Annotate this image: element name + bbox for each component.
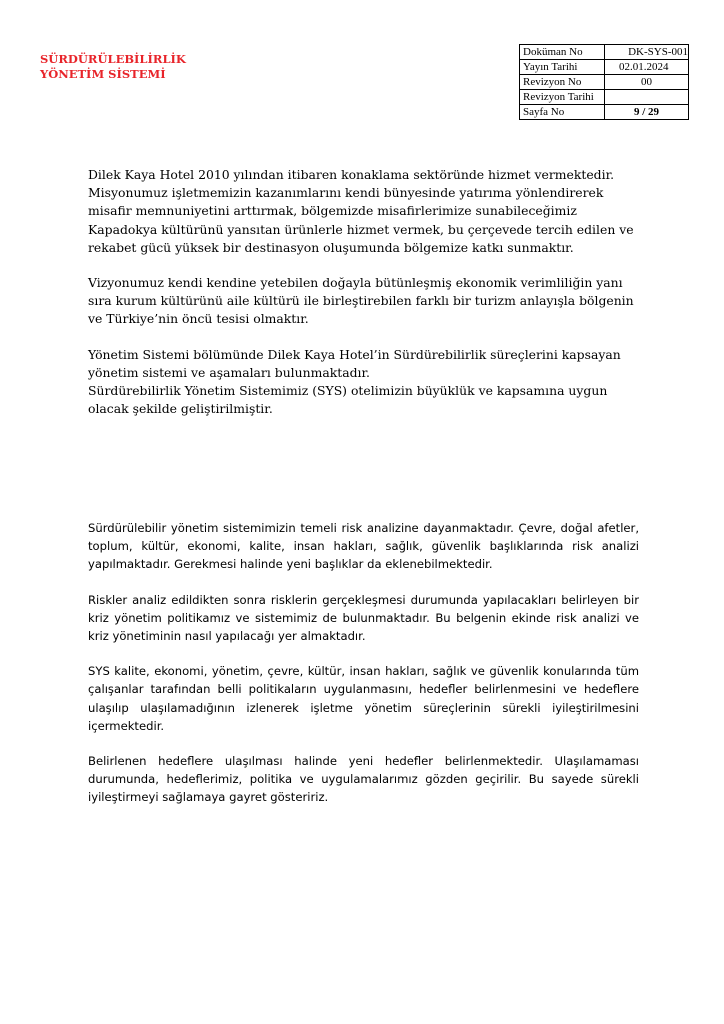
sys-paragraph: Sürdürebilirlik Yönetim Sistemimiz (SYS) otelimizin büyüklük ve kapsamına uygun olacak şekilde geliştirilmiştir. [88, 383, 608, 417]
revision-no-value: 00 [605, 75, 689, 90]
system-title-line1: SÜRDÜRÜLEBİLİRLİK [40, 52, 186, 66]
revision-no-label: Revizyon No [520, 75, 605, 90]
system-title-line2: YÖNETİM SİSTEMİ [40, 67, 166, 81]
targets-paragraph: Belirlenen hedeflere ulaşılması halinde yeni hedefler belirlenmektedir. Ulaşılamaması durumunda, hedeflerimiz, politika ve uygulamalarımız gözden geçirilir. Bu sayede sürekli iyileştirmeyi sağlamaya gayret gösteririz. [88, 754, 639, 805]
introduction-section [88, 166, 648, 435]
vision-paragraph: Vizyonumuz kendi kendine yetebilen doğayla bütünleşmiş ekonomik verimliliğin yanı sıra kurum kültürünü aile kültürü ile birleştirebilen farklı bir turizm anlayışla bölgenin ve Türkiye’nin öncü tesisi olmaktır. [88, 275, 634, 327]
risk-section [88, 519, 639, 824]
risk-analysis-paragraph: Sürdürülebilir yönetim sistemimizin temeli risk analizine dayanmaktadır. Çevre, doğal afetler, toplum, kültür, ekonomi, kalite, insan hakları, sağlık, güvenlik başlıklarında risk analizi yapılmaktadır. Gerekmesi halinde yeni başlıklar da eklenebilmektedir. [88, 521, 639, 572]
management-system-paragraph: Yönetim Sistemi bölümünde Dilek Kaya Hotel’in Sürdürebilirlik süreçlerini kapsayan yönetim sistemi ve aşamaları bulunmaktadır. [88, 346, 621, 380]
table-row [520, 90, 689, 105]
page-no-label: Sayfa No [520, 105, 605, 120]
table-row [520, 45, 689, 60]
crisis-management-paragraph: Riskler analiz edildikten sonra risklerin gerçekleşmesi durumunda yapılacakları belirleyen bir kriz yönetim politikamız ve sistemimiz de bulunmaktadır. Bu belgenin ekinde risk analizi ve kriz yönetiminin nasıl yapılacağı yer almaktadır. [88, 592, 639, 644]
document-info-table [519, 44, 689, 120]
doc-no-value: DK-SYS-001 [605, 45, 689, 60]
table-row [520, 105, 689, 120]
publish-date-value: 02.01.2024 [605, 60, 689, 75]
system-title [40, 52, 186, 82]
revision-date-label: Revizyon Tarihi [520, 90, 605, 105]
table-row [520, 60, 689, 75]
publish-date-label: Yayın Tarihi [520, 60, 605, 75]
page-no-value: 9 / 29 [605, 105, 689, 120]
sys-scope-paragraph: SYS kalite, ekonomi, yönetim, çevre, kültür, insan hakları, sağlık ve güvenlik konularında tüm çalışanlar tarafından belli politikaların uygulanmasını, hedefler belirlenmesini ve hedeflere ulaşılıp ulaşılamadığının izlenerek işletme yönetim süreçlerinin sürekli iyileştirilmesini içermektedir. [88, 664, 639, 733]
table-row [520, 75, 689, 90]
mission-paragraph: Dilek Kaya Hotel 2010 yılından itibaren konaklama sektöründe hizmet vermektedir. Misyonumuz işletmemizin kazanımlarını kendi bünyesinde yatırıma yönlendirerek misafir memnuniyetini arttırmak, bölgemizde misafirlerimize sunabileceğimiz Kapadokya kültürünü yansıtan ürünlerle hizmet vermek, bu çerçevede tercih edilen ve rekabet gücü yüksek bir destinasyon oluşumunda bölgemize katkı sunmaktır. [88, 167, 634, 255]
revision-date-value [605, 90, 689, 105]
doc-no-label: Doküman No [520, 45, 605, 60]
